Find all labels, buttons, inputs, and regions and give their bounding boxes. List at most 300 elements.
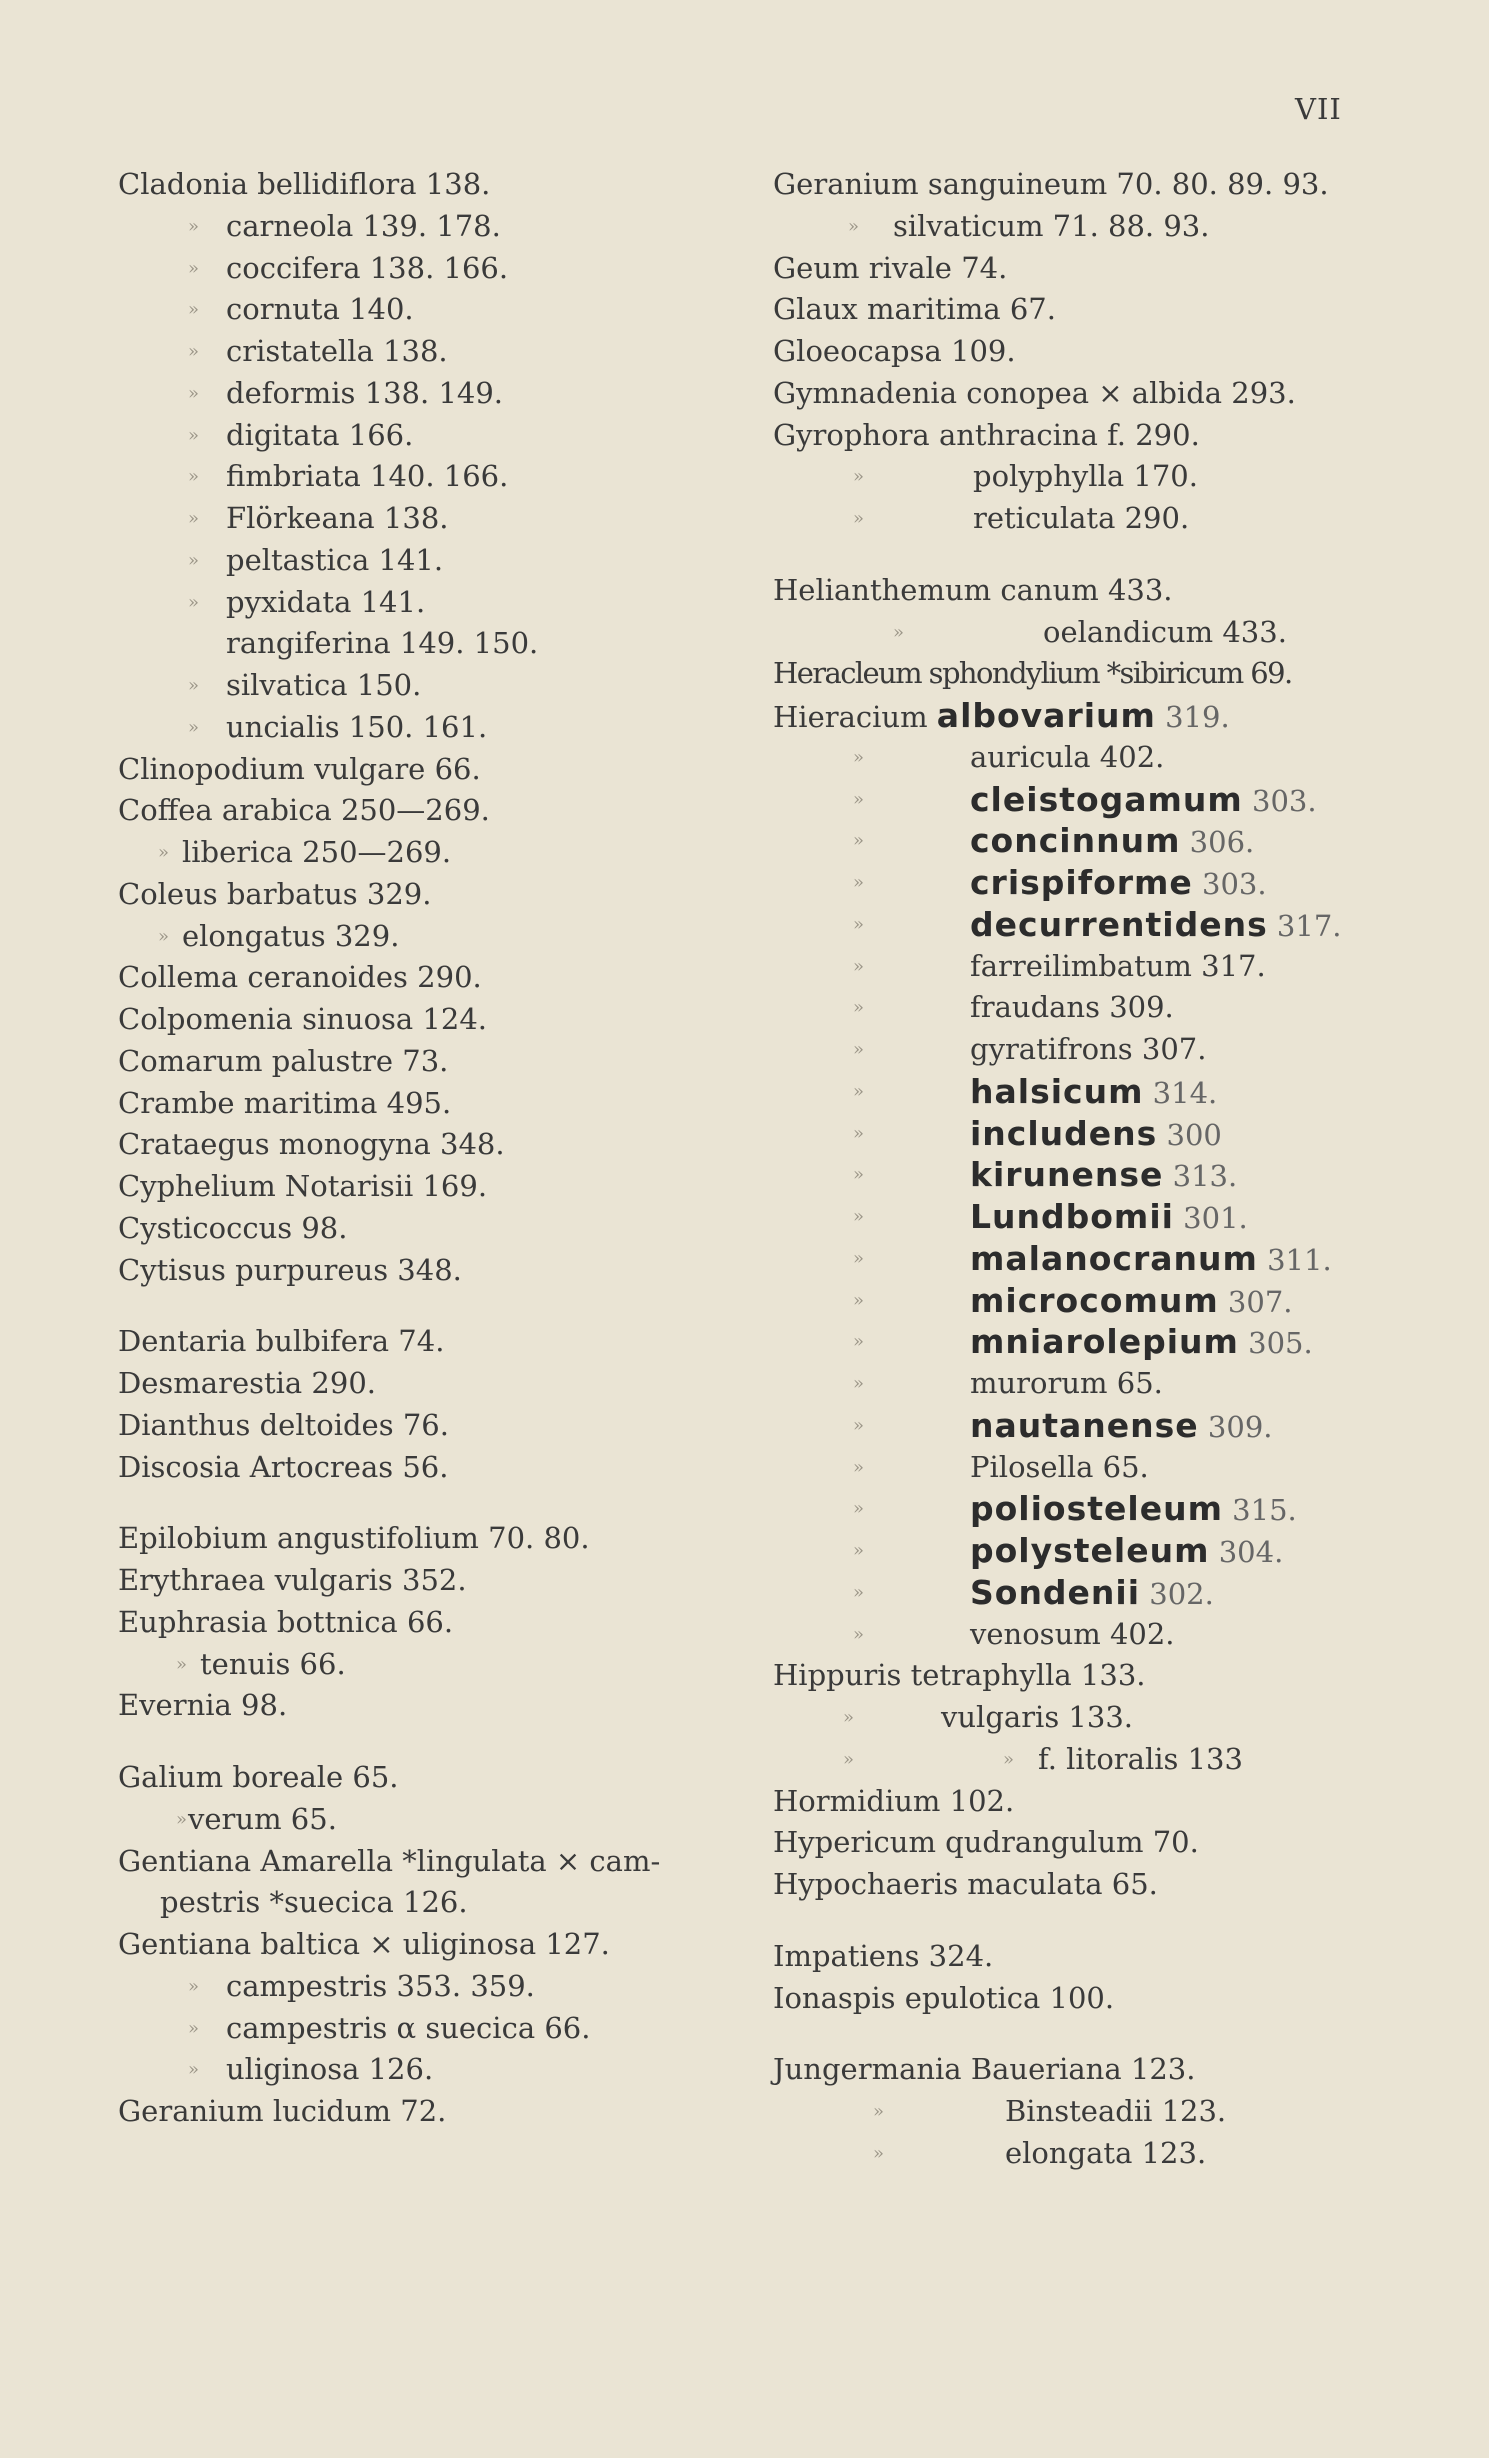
entry-text xyxy=(773,695,1230,739)
entry-text xyxy=(118,1560,467,1602)
index-entry xyxy=(118,1685,758,1727)
entry-page-ref: 304. xyxy=(1209,1535,1284,1569)
entry-name: silvaticum 71. 88. 93. xyxy=(893,208,1210,243)
entry-text xyxy=(970,862,1267,906)
ditto-mark: » xyxy=(843,1748,855,1770)
ditto-mark: » xyxy=(853,1540,865,1561)
index-entry xyxy=(118,1363,758,1405)
entry-text xyxy=(970,737,1164,779)
index-entry xyxy=(773,248,1473,290)
entry-name: Comarum palustre 73. xyxy=(118,1043,449,1078)
entry-name: silvatica 150. xyxy=(226,668,422,702)
entry-name: Gentiana Amarella *lingulata × cam- xyxy=(118,1843,661,1878)
entry-text xyxy=(1043,612,1287,654)
section-gap xyxy=(118,1291,758,1321)
entry-text xyxy=(970,1572,1214,1616)
index-entry xyxy=(773,415,1473,457)
page-number: VII xyxy=(1295,92,1342,126)
ditto-mark: » xyxy=(853,508,865,529)
index-entry xyxy=(773,1697,1473,1739)
ditto-mark: » xyxy=(853,1039,865,1060)
entry-text xyxy=(970,1071,1217,1115)
entry-bold-name: concinnum xyxy=(970,821,1181,861)
index-entry xyxy=(773,946,1473,988)
entry-bold-name: crispiforme xyxy=(970,863,1193,902)
index-entry xyxy=(773,1280,1473,1322)
index-entry xyxy=(773,653,1473,695)
entry-text xyxy=(773,415,1200,457)
index-entry xyxy=(118,916,758,958)
ditto-mark: » xyxy=(853,1331,865,1353)
entry-name: Cladonia bellidiflora 138. xyxy=(118,167,491,201)
entry-text xyxy=(118,957,482,999)
entry-text xyxy=(970,987,1174,1029)
entry-name: Flörkeana 138. xyxy=(226,501,449,535)
entry-name: Evernia 98. xyxy=(118,1688,288,1723)
ditto-mark: » xyxy=(188,299,200,321)
index-entry xyxy=(118,665,758,707)
entry-text xyxy=(118,1321,444,1363)
index-entry xyxy=(773,820,1473,862)
index-entry xyxy=(773,1405,1473,1447)
entry-bold-name: cleistogamum xyxy=(970,779,1243,819)
index-entry xyxy=(773,1196,1473,1238)
entry-name: Erythraea vulgaris 352. xyxy=(118,1563,467,1597)
index-entry xyxy=(118,1602,758,1644)
index-column-right xyxy=(773,164,1473,2175)
entry-page-ref: 309. xyxy=(1198,1409,1273,1444)
entry-text xyxy=(118,790,490,832)
entry-page-ref: 314. xyxy=(1143,1075,1218,1110)
index-entry xyxy=(118,2049,758,2091)
index-entry xyxy=(118,1166,758,1208)
index-entry xyxy=(118,1083,758,1125)
entry-page-ref: 303. xyxy=(1192,867,1267,901)
entry-name: Collema ceranoides 290. xyxy=(118,960,482,995)
section-gap xyxy=(118,1727,758,1757)
entry-text xyxy=(773,2049,1195,2091)
entry-name: fraudans 309. xyxy=(970,990,1174,1025)
entry-name: elongatus 329. xyxy=(182,918,400,953)
index-entry xyxy=(118,498,758,540)
index-entry xyxy=(118,2091,758,2133)
ditto-mark: » xyxy=(843,1707,855,1728)
index-entry xyxy=(118,1757,758,1799)
entry-text xyxy=(226,289,414,331)
entry-name: Cytisus purpureus 348. xyxy=(118,1252,462,1287)
index-entry xyxy=(773,612,1473,654)
entry-bold-name: kirunense xyxy=(970,1155,1164,1195)
entry-name: Epilobium angustifolium 70. 80. xyxy=(118,1521,590,1556)
index-entry xyxy=(773,1530,1473,1572)
entry-name: Gyrophora anthracina f. 290. xyxy=(773,417,1200,452)
entry-bold-name: malanocranum xyxy=(970,1238,1258,1278)
entry-bold-name: poliosteleum xyxy=(970,1489,1223,1529)
index-entry xyxy=(773,206,1473,248)
entry-text xyxy=(773,1822,1199,1864)
ditto-mark: » xyxy=(853,1080,865,1102)
index-entry xyxy=(118,1405,758,1447)
index-entry xyxy=(118,790,758,832)
index-entry xyxy=(118,832,758,874)
index-entry xyxy=(118,248,758,290)
entry-name: Hormidium 102. xyxy=(773,1783,1015,1818)
entry-text xyxy=(773,570,1173,612)
entry-page-ref: 302. xyxy=(1140,1576,1214,1611)
ditto-mark: » xyxy=(188,591,200,613)
entry-text xyxy=(118,1447,448,1489)
entry-name: Discosia Artocreas 56. xyxy=(118,1449,449,1484)
entry-text xyxy=(118,999,487,1041)
index-entry xyxy=(773,737,1473,779)
entry-page-ref: 300 xyxy=(1157,1117,1222,1152)
entry-text xyxy=(1038,1739,1243,1781)
index-entry xyxy=(118,1841,758,1883)
entry-text xyxy=(118,164,490,206)
entry-page-ref: 306. xyxy=(1180,825,1255,860)
ditto-mark: » xyxy=(188,257,200,279)
entry-text xyxy=(773,1655,1145,1697)
ditto-mark: » xyxy=(188,508,200,529)
index-entry xyxy=(773,1071,1473,1113)
entry-text xyxy=(226,582,425,624)
ditto-mark: » xyxy=(853,746,865,768)
entry-name: peltastica 141. xyxy=(226,542,444,577)
entry-name: campestris α suecica 66. xyxy=(226,2010,591,2045)
entry-name: oelandicum 433. xyxy=(1043,614,1287,649)
entry-name: Hieracium xyxy=(773,700,937,734)
entry-text xyxy=(773,331,1016,373)
ditto-mark: » xyxy=(853,1373,865,1394)
entry-text xyxy=(970,1488,1297,1532)
index-entry xyxy=(118,1124,758,1166)
entry-name: Jungermania Baueriana 123. xyxy=(773,2052,1196,2087)
entry-name: murorum 65. xyxy=(970,1366,1163,1400)
ditto-mark: » xyxy=(853,1623,865,1645)
entry-name: Dianthus deltoides 76. xyxy=(118,1407,449,1442)
index-entry xyxy=(118,1560,758,1602)
entry-bold-name: includens xyxy=(970,1113,1158,1153)
index-entry xyxy=(118,2008,758,2050)
ditto-mark: » xyxy=(1003,1748,1015,1770)
index-entry xyxy=(773,331,1473,373)
ditto-mark: » xyxy=(188,675,200,696)
entry-text xyxy=(773,373,1296,415)
ditto-mark: » xyxy=(188,424,200,446)
index-entry xyxy=(773,779,1473,821)
entry-bold-name: nautanense xyxy=(970,1405,1199,1445)
entry-text xyxy=(226,623,538,665)
entry-name: Geranium lucidum 72. xyxy=(118,2094,447,2128)
ditto-mark: » xyxy=(853,1289,865,1311)
entry-text xyxy=(226,415,413,457)
entry-text xyxy=(182,832,451,874)
entry-name: uliginosa 126. xyxy=(226,2052,434,2087)
entry-name: Ionaspis epulotica 100. xyxy=(773,1980,1115,2015)
ditto-mark: » xyxy=(853,1247,865,1269)
entry-page-ref: 317. xyxy=(1267,908,1342,943)
entry-text xyxy=(118,1124,505,1166)
index-entry xyxy=(118,1447,758,1489)
entry-name: Euphrasia bottnica 66. xyxy=(118,1604,454,1639)
index-entry xyxy=(773,904,1473,946)
index-entry xyxy=(118,999,758,1041)
index-entry xyxy=(773,570,1473,612)
ditto-mark: » xyxy=(188,716,200,738)
entry-name: Geum rivale 74. xyxy=(773,250,1008,285)
index-entry xyxy=(773,2133,1473,2175)
index-entry xyxy=(118,1799,758,1841)
ditto-mark: » xyxy=(188,382,200,404)
entry-name: cornuta 140. xyxy=(226,292,414,327)
ditto-mark: » xyxy=(848,215,860,237)
entry-name: Helianthemum canum 433. xyxy=(773,572,1173,607)
entry-text xyxy=(970,1614,1175,1656)
entry-text xyxy=(773,248,1007,290)
entry-bold-name: mniarolepium xyxy=(970,1322,1239,1362)
entry-name: campestris 353. 359. xyxy=(226,1968,535,2003)
entry-text xyxy=(226,206,501,248)
section-gap xyxy=(773,2019,1473,2049)
entry-text xyxy=(970,1280,1293,1324)
entry-text xyxy=(970,1154,1237,1198)
index-entry xyxy=(118,582,758,624)
entry-text xyxy=(118,1083,451,1125)
index-entry xyxy=(118,164,758,206)
ditto-mark: » xyxy=(188,215,200,237)
entry-text xyxy=(118,1924,610,1966)
entry-name: Coffea arabica 250—269. xyxy=(118,793,490,828)
entry-name: cristatella 138. xyxy=(226,334,448,368)
entry-name: Cyphelium Notarisii 169. xyxy=(118,1169,488,1203)
index-entry xyxy=(773,1864,1473,1906)
index-entry xyxy=(773,1978,1473,2020)
ditto-mark: » xyxy=(176,1808,188,1830)
entry-name: auricula 402. xyxy=(970,739,1165,774)
entry-text xyxy=(118,1757,399,1799)
entry-name: f. litoralis 133 xyxy=(1038,1741,1243,1776)
entry-text xyxy=(118,1041,448,1083)
ditto-mark: » xyxy=(853,1122,865,1144)
entry-name: Dentaria bulbifera 74. xyxy=(118,1324,445,1359)
entry-text xyxy=(973,498,1189,540)
entry-page-ref: 301. xyxy=(1173,1201,1248,1235)
index-entry xyxy=(118,874,758,916)
index-entry xyxy=(118,1966,758,2008)
entry-name: deformis 138. 149. xyxy=(226,375,504,410)
ditto-mark: » xyxy=(893,621,905,643)
entry-text xyxy=(118,1363,376,1405)
index-entry xyxy=(773,289,1473,331)
entry-name: liberica 250—269. xyxy=(182,835,452,869)
index-entry xyxy=(118,707,758,749)
entry-text xyxy=(226,665,421,707)
entry-name: Geranium sanguineum 70. 80. 89. 93. xyxy=(773,167,1329,201)
index-entry xyxy=(773,1655,1473,1697)
entry-text xyxy=(773,653,1292,695)
entry-bold-name: decurrentidens xyxy=(970,904,1268,944)
ditto-mark: » xyxy=(188,1975,200,1997)
entry-text xyxy=(182,916,399,958)
index-entry xyxy=(118,1882,758,1924)
ditto-mark: » xyxy=(158,925,170,947)
index-entry xyxy=(118,1644,758,1686)
index-entry xyxy=(118,1041,758,1083)
entry-name: Hypochaeris maculata 65. xyxy=(773,1867,1158,1901)
entry-text xyxy=(970,1530,1283,1574)
entry-name: Hippuris tetraphylla 133. xyxy=(773,1658,1146,1693)
index-entry xyxy=(118,540,758,582)
index-entry xyxy=(773,1238,1473,1280)
entry-name: Impatiens 324. xyxy=(773,1938,994,1973)
entry-text xyxy=(226,456,508,498)
index-entry xyxy=(773,2049,1473,2091)
entry-text xyxy=(118,1841,660,1883)
index-entry xyxy=(118,331,758,373)
index-entry xyxy=(118,373,758,415)
entry-bold-name: Sondenii xyxy=(970,1572,1141,1612)
ditto-mark: » xyxy=(853,466,865,488)
section-gap xyxy=(773,540,1473,570)
entry-text xyxy=(973,456,1198,498)
ditto-mark: » xyxy=(853,1498,865,1520)
entry-text xyxy=(226,248,508,290)
entry-text xyxy=(773,1936,993,1978)
entry-name: Hypericum qudrangulum 70. xyxy=(773,1825,1199,1860)
entry-text xyxy=(226,2049,433,2091)
entry-page-ref: 303. xyxy=(1242,783,1317,818)
ditto-mark: » xyxy=(853,997,865,1019)
index-entry xyxy=(773,1822,1473,1864)
entry-text xyxy=(970,1238,1332,1282)
entry-text xyxy=(188,1799,337,1841)
entry-text xyxy=(941,1697,1133,1739)
entry-name: pestris *suecica 126. xyxy=(160,1885,468,1920)
index-entry xyxy=(773,373,1473,415)
entry-page-ref: 319. xyxy=(1155,700,1230,734)
entry-name: rangiferina 149. 150. xyxy=(226,626,539,661)
index-entry xyxy=(773,1614,1473,1656)
entry-text xyxy=(226,498,449,540)
ditto-mark: » xyxy=(188,2017,200,2039)
entry-bold-name: Lundbomii xyxy=(970,1197,1174,1236)
entry-name: gyratifrons 307. xyxy=(970,1032,1207,1066)
ditto-mark: » xyxy=(188,466,200,488)
entry-text xyxy=(226,331,448,373)
ditto-mark: » xyxy=(158,842,170,863)
section-gap xyxy=(773,1906,1473,1936)
index-entry xyxy=(773,695,1473,737)
index-entry xyxy=(118,206,758,248)
entry-name: reticulata 290. xyxy=(973,501,1190,535)
index-entry xyxy=(773,1154,1473,1196)
entry-text xyxy=(773,289,1056,331)
entry-text xyxy=(118,1166,487,1208)
index-entry xyxy=(118,289,758,331)
entry-name: vulgaris 133. xyxy=(941,1700,1133,1734)
entry-text xyxy=(773,164,1329,206)
index-entry xyxy=(118,749,758,791)
entry-text xyxy=(970,779,1317,823)
entry-text xyxy=(200,1644,346,1686)
ditto-mark: » xyxy=(853,913,865,935)
index-entry xyxy=(118,415,758,457)
index-entry xyxy=(773,1488,1473,1530)
entry-page-ref: 313. xyxy=(1163,1159,1238,1194)
index-entry xyxy=(118,1924,758,1966)
entry-name: farreilimbatum 317. xyxy=(970,948,1266,983)
entry-text xyxy=(970,1321,1313,1365)
entry-name: carneola 139. 178. xyxy=(226,208,501,243)
ditto-mark: » xyxy=(873,2101,885,2122)
entry-text xyxy=(970,1405,1273,1449)
ditto-mark: » xyxy=(853,955,865,977)
entry-text xyxy=(118,1518,590,1560)
index-entry xyxy=(773,862,1473,904)
entry-text xyxy=(1005,2091,1226,2133)
entry-text xyxy=(970,1196,1248,1240)
index-entry xyxy=(118,1518,758,1560)
entry-text xyxy=(970,946,1266,988)
index-column-left xyxy=(118,164,758,2133)
index-entry xyxy=(118,1321,758,1363)
entry-text xyxy=(118,1208,347,1250)
ditto-mark: » xyxy=(873,2142,885,2164)
entry-text xyxy=(970,1029,1206,1071)
entry-name: verum 65. xyxy=(188,1801,337,1836)
index-entry xyxy=(773,1739,1473,1781)
index-entry xyxy=(773,1113,1473,1155)
entry-name: Crataegus monogyna 348. xyxy=(118,1127,505,1162)
ditto-mark: » xyxy=(853,788,865,810)
entry-text xyxy=(970,1447,1149,1489)
entry-name: venosum 402. xyxy=(970,1616,1175,1651)
ditto-mark: » xyxy=(853,830,865,852)
index-entry xyxy=(118,623,758,665)
entry-name: Coleus barbatus 329. xyxy=(118,876,432,911)
entry-bold-name: polysteleum xyxy=(970,1531,1210,1570)
entry-text xyxy=(773,1781,1014,1823)
index-entry xyxy=(773,456,1473,498)
entry-text xyxy=(226,373,503,415)
entry-page-ref: 305. xyxy=(1238,1326,1313,1361)
index-entry xyxy=(773,164,1473,206)
index-entry xyxy=(118,957,758,999)
index-entry xyxy=(773,1572,1473,1614)
entry-name: Clinopodium vulgare 66. xyxy=(118,751,481,786)
entry-name: Pilosella 65. xyxy=(970,1449,1149,1484)
index-entry xyxy=(773,1781,1473,1823)
entry-text xyxy=(970,904,1342,948)
entry-text xyxy=(118,749,481,791)
ditto-mark: » xyxy=(853,1456,865,1478)
ditto-mark: » xyxy=(853,1164,865,1186)
index-entry xyxy=(773,1363,1473,1405)
index-entry xyxy=(118,1208,758,1250)
entry-text xyxy=(226,1966,535,2008)
entry-page-ref: 315. xyxy=(1222,1493,1297,1528)
entry-text xyxy=(160,1882,468,1924)
entry-name: uncialis 150. 161. xyxy=(226,709,488,744)
entry-text xyxy=(970,820,1254,864)
entry-text xyxy=(118,1602,453,1644)
entry-text xyxy=(773,1978,1114,2020)
entry-name: fimbriata 140. 166. xyxy=(226,459,509,494)
entry-name: Glaux maritima 67. xyxy=(773,292,1056,327)
ditto-mark: » xyxy=(853,1206,865,1227)
index-entry xyxy=(118,456,758,498)
entry-page-ref: 307. xyxy=(1218,1284,1293,1319)
